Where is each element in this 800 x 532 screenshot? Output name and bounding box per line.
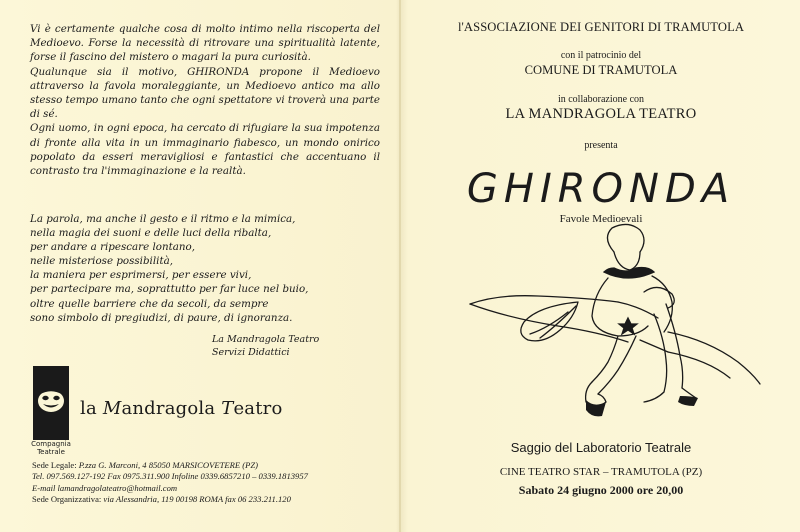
org-value: via Alessandria, 119 00198 ROMA fax 06 233.211.120 bbox=[101, 494, 291, 505]
show-subtitle: Favole Medioevali bbox=[559, 213, 643, 225]
verse-block bbox=[30, 212, 375, 325]
wordmark-part: eatro bbox=[233, 398, 283, 419]
logo-caption-1: Compagnia bbox=[31, 440, 71, 448]
phone-line: Tel. 097.569.127-192 Fax 0975.311.900 Infoline 0339.6857210 – 0339.1813957 bbox=[32, 471, 308, 482]
wordmark-part: M bbox=[102, 398, 122, 419]
email-line: E-mail lamandragolateatro@hotmail.com bbox=[32, 482, 178, 493]
signature-line-1: La Mandragola Teatro bbox=[212, 334, 320, 345]
presents-label: presenta bbox=[584, 140, 618, 151]
address-block bbox=[32, 460, 392, 506]
event-name: Saggio del Laboratorio Teatrale bbox=[510, 440, 692, 455]
intro-paragraph-2: Qualunque sia il motivo, GHIRONDA propone il Medioevo attraverso la favola moraleggiante, un Medioevo antico ma allo stesso tempo umano tanto che ogni spettatore vi troverà una parte di sé. bbox=[30, 65, 380, 121]
jester-illustration bbox=[468, 222, 768, 437]
verse-line: nella magia dei suoni e delle luci della ribalta, bbox=[30, 227, 272, 240]
logo-caption bbox=[29, 440, 73, 456]
intro-paragraph-3: Ogni uomo, in ogni epoca, ha cercato di rifugiare la sua impotenza di fronte alla vita in un immaginario fiabesco, un mondo onirico popolato da esseri meravigliosi e fantastici che accentuano il contrasto tra l'immaginazione e la realtà. bbox=[30, 122, 380, 178]
intro-paragraph-1: Vi è certamente qualche cosa di molto intimo nella riscoperta del Medioevo. Forse la necessità di ritrovare una spiritualità latente, forse il fascino del mistero o magari la pura curiosità. bbox=[30, 23, 380, 64]
wordmark-part: la bbox=[198, 398, 222, 419]
event-venue: CINE TEATRO STAR – TRAMUTOLA (PZ) bbox=[499, 466, 703, 478]
legal-value: P.zza G. Marconi, 4 85050 MARSICOVETERE (PZ) bbox=[76, 460, 259, 470]
verse-line: La parola, ma anche il gesto e il ritmo e la mimica, bbox=[30, 213, 296, 225]
verse-line: oltre quelle barriere che da secoli, da sempre bbox=[30, 297, 269, 310]
cover-panel bbox=[402, 0, 800, 532]
verse-line: nelle misteriose possibilità, bbox=[30, 255, 173, 268]
legal-address bbox=[32, 460, 392, 471]
wordmark-part: la bbox=[80, 398, 103, 419]
collaborator-name: LA MANDRAGOLA TEATRO bbox=[505, 106, 697, 122]
signature bbox=[212, 333, 362, 359]
verse-line: per partecipare ma, soprattutto per far luce nel buio, bbox=[30, 283, 309, 296]
collab-label: in collaborazione con bbox=[557, 94, 645, 105]
logo-caption-2: Teatrale bbox=[37, 448, 65, 456]
patron-name: COMUNE DI TRAMUTOLA bbox=[524, 63, 678, 77]
intro-text bbox=[30, 22, 380, 178]
verse-line: sono simbolo di pregiudizi, di paure, di ignoranza. bbox=[30, 311, 293, 324]
mask-icon bbox=[36, 388, 66, 414]
org-label: Sede Organizzativa: bbox=[32, 494, 102, 505]
verse-line: la maniera per esprimersi, per essere vivi, bbox=[30, 269, 252, 282]
association-name: l'ASSOCIAZIONE DEI GENITORI DI TRAMUTOLA bbox=[457, 20, 745, 34]
signature-line-2: Servizi Didattici bbox=[212, 347, 290, 358]
logo-wordmark bbox=[80, 398, 283, 419]
event-date: Sabato 24 giugno 2000 ore 20,00 bbox=[518, 483, 684, 497]
page-fold bbox=[399, 0, 401, 532]
org-address bbox=[32, 494, 392, 505]
show-title: GHIRONDA bbox=[466, 166, 736, 212]
company-logo bbox=[33, 366, 69, 440]
wordmark-part: andrago bbox=[121, 398, 199, 419]
wordmark-part: T bbox=[221, 398, 234, 419]
patronage-label: con il patrocinio del bbox=[560, 50, 642, 61]
legal-label: Sede Legale: bbox=[32, 460, 77, 470]
verse-line: per andare a ripescare lontano, bbox=[30, 241, 195, 254]
